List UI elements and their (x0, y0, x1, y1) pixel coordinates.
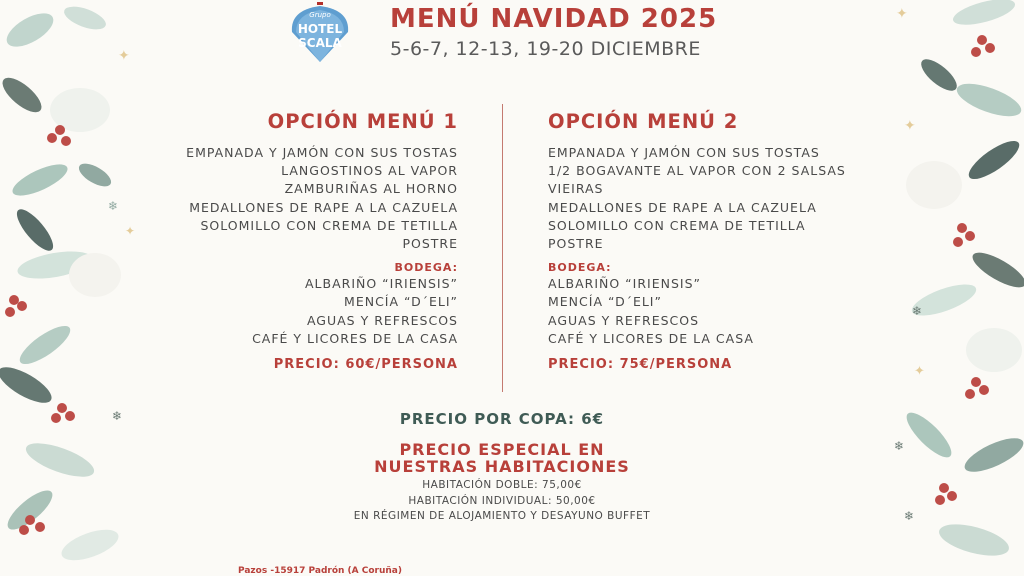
svg-text:✦: ✦ (904, 118, 916, 134)
svg-text:✦: ✦ (118, 48, 130, 64)
event-dates: 5-6-7, 12-13, 19-20 DICIEMBRE (390, 38, 701, 60)
menu-1-item: EMPANADA Y JAMÓN CON SUS TOSTAS (186, 145, 458, 160)
special-rooms-heading (0, 441, 1004, 475)
special-line-2: NUESTRAS HABITACIONES (374, 457, 630, 476)
menu-2-bodega-item: ALBARIÑO “IRIENSIS” (548, 276, 701, 292)
svg-text:❄: ❄ (904, 509, 915, 523)
special-line-1: PRECIO ESPECIAL EN (399, 440, 605, 459)
menu-1-heading: OPCIÓN MENÚ 1 (267, 110, 458, 133)
menu-2-heading: OPCIÓN MENÚ 2 (548, 110, 739, 133)
menu-2-bodega-items (548, 275, 846, 348)
menu-1-item: SOLOMILLO CON CREMA DE TETILLA (200, 217, 458, 233)
menu-1-bodega-item: AGUAS Y REFRESCOS (306, 312, 458, 328)
menu-1-item: MEDALLONES DE RAPE A LA CAZUELA (189, 199, 458, 215)
svg-text:❄: ❄ (894, 439, 905, 453)
logo-scala-text: SCALA (298, 36, 342, 50)
menu-1-bodega-item: MENCÍA “D´ELI” (344, 294, 458, 310)
svg-text:✦: ✦ (125, 224, 136, 238)
menu-1-item: POSTRE (402, 236, 458, 252)
menu-2-items (548, 144, 846, 253)
menu-option-1 (186, 110, 458, 374)
menu-2-bodega-item: CAFÉ Y LICORES DE LA CASA (548, 330, 754, 346)
menu-2-price: PRECIO: 75€/PERSONA (548, 357, 733, 373)
menu-1-items (186, 144, 458, 253)
page-title: MENÚ NAVIDAD 2025 (390, 4, 718, 34)
menu-1-bodega-label: BODEGA: (394, 261, 458, 275)
menu-1-price: PRECIO: 60€/PERSONA (273, 357, 458, 373)
menu-2-bodega-item: AGUAS Y REFRESCOS (548, 312, 700, 328)
footer-address: Pazos -15917 Padrón (A Coruña) (238, 566, 402, 576)
menu-2-bodega-item: MENCÍA “D´ELI” (548, 294, 662, 310)
menu-2-item: 1/2 BOGAVANTE AL VAPOR CON 2 SALSAS (548, 163, 846, 179)
logo-hotel-text: HOTEL (297, 22, 343, 36)
menu-2-item: EMPANADA Y JAMÓN CON SUS TOSTAS (548, 145, 820, 160)
svg-text:✦: ✦ (914, 364, 925, 379)
menu-1-item: ZAMBURIÑAS AL HORNO (284, 181, 458, 197)
price-per-glass: PRECIO POR COPA: 6€ (399, 410, 605, 428)
menu-2-item: SOLOMILLO CON CREMA DE TETILLA (548, 217, 806, 233)
column-divider (502, 104, 503, 392)
menu-1-item: LANGOSTINOS AL VAPOR (281, 163, 458, 179)
menu-2-item: POSTRE (548, 236, 604, 252)
svg-text:❄: ❄ (112, 409, 123, 423)
menu-2-bodega-label: BODEGA: (548, 261, 612, 275)
room-regime: EN RÉGIMEN DE ALOJAMIENTO Y DESAYUNO BUFFET (353, 510, 651, 522)
menu-option-2 (548, 110, 846, 374)
room-single-price: HABITACIÓN INDIVIDUAL: 50,00€ (408, 494, 596, 507)
menu-1-bodega-item: CAFÉ Y LICORES DE LA CASA (252, 330, 458, 346)
svg-text:❄: ❄ (912, 304, 923, 318)
menu-2-item: VIEIRAS (548, 181, 604, 197)
logo-group-text: Grupo (309, 11, 331, 19)
svg-text:✦: ✦ (896, 6, 908, 22)
room-prices (0, 478, 1004, 525)
menu-1-bodega-items (186, 275, 458, 348)
menu-1-bodega-item: ALBARIÑO “IRIENSIS” (305, 276, 458, 292)
room-double-price: HABITACIÓN DOBLE: 75,00€ (422, 479, 582, 491)
svg-text:❄: ❄ (108, 199, 119, 213)
menu-2-item: MEDALLONES DE RAPE A LA CAZUELA (548, 199, 817, 215)
hotel-scala-logo (284, 2, 356, 64)
